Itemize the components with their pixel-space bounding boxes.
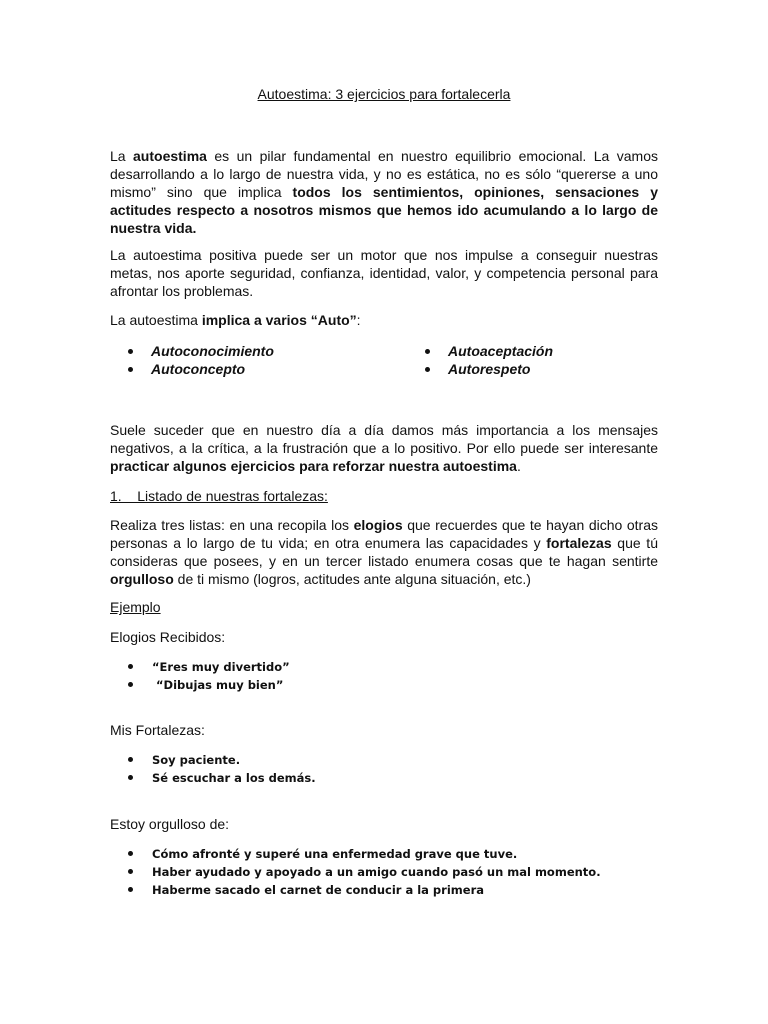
exercise-text: que tú consideras que posees, y en un tercer listado enumera cosas que te hagan sentirte	[110, 535, 658, 569]
document-title: Autoestima: 3 ejercicios para fortalecerla	[257, 86, 511, 102]
bullet-icon	[128, 367, 133, 372]
list-item	[128, 342, 274, 360]
intro-text: :	[356, 312, 361, 328]
list-item-label: Soy paciente.	[152, 753, 241, 767]
list-item	[128, 881, 668, 899]
list-item	[128, 769, 668, 787]
list-item-label: Haberme sacado el carnet de conducir a la primera	[152, 883, 484, 897]
list-item	[128, 360, 245, 378]
bullet-icon	[128, 757, 133, 762]
exercise-paragraph	[110, 516, 658, 588]
orgullo-label: Estoy orgulloso de:	[110, 816, 230, 832]
list-item-label: “Dibujas muy bien”	[152, 678, 284, 692]
list-item-label: Autoconocimiento	[151, 343, 274, 359]
intro-paragraph-2: La autoestima positiva puede ser un motor que nos impulse a conseguir nuestras metas, nos aporte seguridad, confianza, identidad, valor, y competencia personal para afrontar los problemas.	[110, 247, 658, 299]
intro-paragraph-1	[110, 147, 658, 237]
elogios-list	[128, 658, 668, 694]
bullet-icon	[128, 851, 133, 856]
elogios-label: Elogios Recibidos:	[110, 629, 226, 645]
middle-text: .	[516, 458, 521, 474]
list-item-label: Sé escuchar a los demás.	[152, 771, 316, 785]
list-item-label: Autoaceptación	[448, 343, 554, 359]
exercise-bold-term: elogios	[353, 517, 403, 533]
bullet-icon	[425, 367, 430, 372]
list-item-label: Autoconcepto	[151, 361, 246, 377]
list-item	[128, 863, 668, 881]
exercise-bold-term: orgulloso	[110, 571, 174, 587]
bullet-icon	[128, 682, 133, 687]
intro-bold-term: autoestima	[133, 148, 207, 164]
intro-text: La	[110, 148, 134, 164]
exercise-bold-term: fortalezas	[546, 535, 612, 551]
list-item-label: Cómo afronté y superé una enfermedad grave que tuve.	[152, 847, 518, 861]
middle-paragraph	[110, 421, 658, 475]
intro-paragraph-3	[110, 311, 658, 329]
bullet-icon	[425, 349, 430, 354]
bullet-icon	[128, 887, 133, 892]
list-item-label: Autorespeto	[448, 361, 531, 377]
intro-text: La autoestima	[110, 312, 202, 328]
list-item	[425, 360, 530, 378]
bullet-icon	[128, 775, 133, 780]
middle-bold-phrase: practicar algunos ejercicios para reforzar nuestra autoestima	[110, 458, 517, 474]
list-item	[128, 845, 668, 863]
exercise-text: Realiza tres listas: en una recopila los	[110, 517, 354, 533]
intro-bold-phrase: implica a varios “Auto”	[201, 312, 357, 328]
example-heading: Ejemplo	[110, 599, 161, 615]
list-item-label: “Eres muy divertido”	[152, 660, 290, 674]
bullet-icon	[128, 349, 133, 354]
intro-text: es un pilar fundamental en nuestro equilibrio emocional. La vamos desarrollando a lo largo de nuestra vida, y no es estática, no es sólo “quererse a uno mismo” sino que implica	[110, 148, 658, 200]
exercise-text: que recuerdes que te hayan dicho otras personas a lo largo de tu vida; en otra enumera las capacidades y	[110, 517, 658, 551]
orgullo-list	[128, 845, 668, 899]
middle-text: Suele suceder que en nuestro día a día damos más importancia a los mensajes negativos, a la crítica, a la frustración que a lo positivo. Por ello puede ser interesante	[110, 422, 658, 456]
bullet-icon	[128, 664, 133, 669]
bullet-icon	[128, 869, 133, 874]
list-item	[425, 342, 553, 360]
list-item	[128, 676, 668, 694]
exercise-text: de ti mismo (logros, actitudes ante alguna situación, etc.)	[173, 571, 531, 587]
fortalezas-label: Mis Fortalezas:	[110, 722, 205, 738]
list-item	[128, 751, 668, 769]
list-item	[128, 658, 668, 676]
exercise-heading: 1. Listado de nuestras fortalezas:	[110, 488, 328, 504]
list-item-label: Haber ayudado y apoyado a un amigo cuando pasó un mal momento.	[152, 865, 601, 879]
fortalezas-list	[128, 751, 668, 787]
intro-bold-phrase: todos los sentimientos, opiniones, sensaciones y actitudes respecto a nosotros mismos que hemos ido acumulando a lo largo de nuestra vida.	[110, 184, 658, 236]
